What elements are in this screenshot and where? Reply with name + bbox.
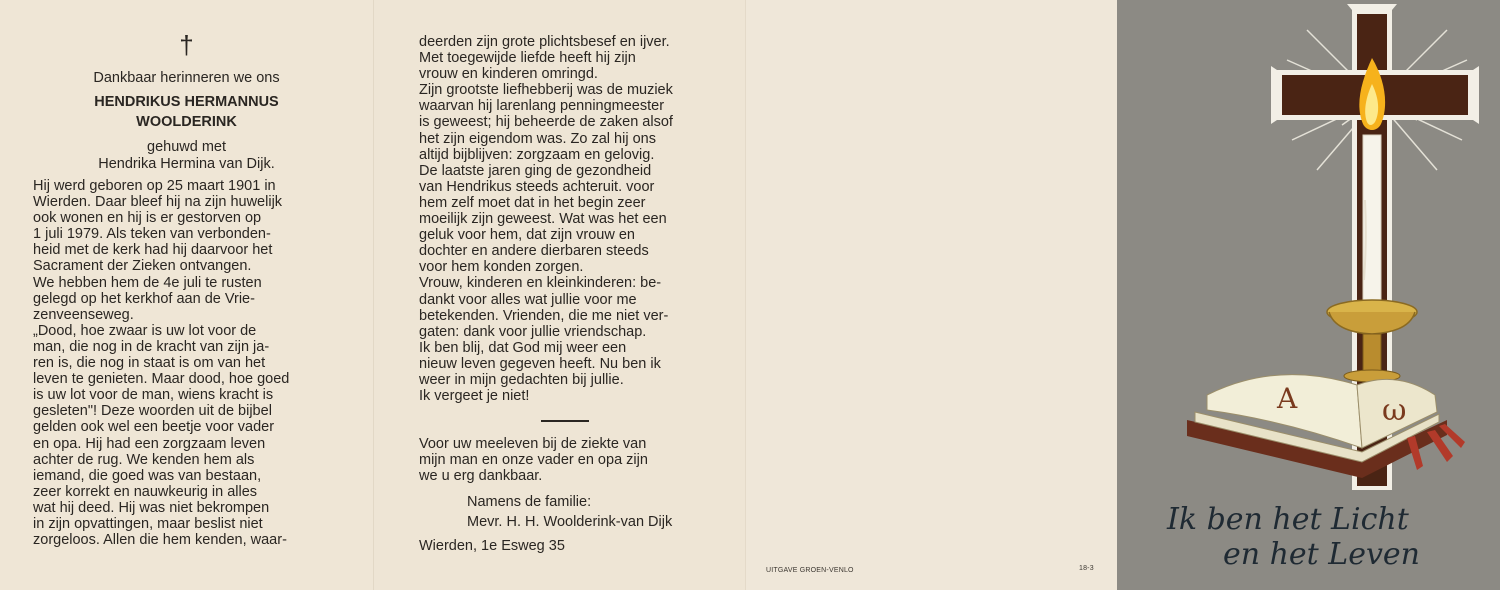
text-line: Ik vergeet je niet! bbox=[419, 388, 530, 405]
text-line: De laatste jaren ging de gezondheid bbox=[419, 162, 652, 179]
motto-line2: en het Leven bbox=[1223, 537, 1420, 572]
publisher-imprint: UITGAVE GROEN-VENLO bbox=[766, 567, 854, 574]
card-panel-blank bbox=[745, 0, 1118, 590]
text-line: waarvan hij larenlang penningmeester bbox=[419, 98, 665, 115]
text-line: altijd bijblijven: zorgzaam en gelovig. bbox=[419, 146, 655, 163]
text-line: ren is, die nog in staat is om van het bbox=[33, 355, 266, 372]
text-line: Hij werd geboren op 25 maart 1901 in bbox=[33, 178, 276, 194]
intro-text: Dankbaar herinneren we ons bbox=[93, 70, 280, 86]
text-line: hem zelf moet dat in het begin zeer bbox=[419, 194, 646, 211]
text-line: man, die nog in de kracht van zijn ja- bbox=[33, 338, 270, 355]
text-line: We hebben hem de 4e juli te rusten bbox=[33, 274, 262, 291]
text-line: dankt voor alles wat jullie voor me bbox=[419, 291, 637, 308]
address: Wierden, 1e Esweg 35 bbox=[419, 538, 565, 554]
thanks-line1: Voor uw meeleven bij de ziekte van bbox=[419, 436, 647, 452]
text-line: is geweest; hij beheerde de zaken alsof bbox=[419, 114, 673, 131]
text-line: weer in mijn gedachten bij jullie. bbox=[419, 371, 624, 388]
on-behalf-of-family: Namens de familie: bbox=[467, 494, 592, 510]
text-line: leven te genieten. Maar dood, hoe goed bbox=[33, 371, 290, 388]
text-line: gelegd op het kerkhof aan de Vrie- bbox=[33, 290, 255, 307]
text-line: Zijn grootste liefhebberij was de muziek bbox=[419, 82, 673, 99]
text-line: Wierden. Daar bleef hij na zijn huwelijk bbox=[33, 194, 283, 211]
alpha-letter-icon: A bbox=[1277, 382, 1298, 415]
divider-line bbox=[541, 420, 589, 422]
card-panel-middle bbox=[373, 0, 746, 590]
print-code: 18-3 bbox=[1079, 565, 1094, 572]
text-line: Sacrament der Zieken ontvangen. bbox=[33, 258, 252, 275]
deceased-name-line2: WOOLDERINK bbox=[136, 114, 237, 130]
text-line: en opa. Hij had een zorgzaam leven bbox=[33, 435, 266, 452]
text-line: van Hendrikus steeds achteruit. voor bbox=[419, 178, 655, 195]
text-line: voor hem konden zorgen. bbox=[419, 259, 584, 276]
married-with: gehuwd met bbox=[147, 139, 226, 155]
text-line: vrouw en kinderen omringd. bbox=[419, 66, 598, 83]
text-line: in zijn opvattingen, maar beslist niet bbox=[33, 515, 263, 532]
text-line: wat hij deed. Hij was niet bekrompen bbox=[33, 499, 270, 516]
text-line: Met toegewijde liefde heeft hij zijn bbox=[419, 50, 636, 67]
text-line: is uw lot voor de man, wiens kracht is bbox=[33, 387, 274, 404]
text-line: achter de rug. We kenden hem als bbox=[33, 451, 255, 468]
deceased-name-line1: HENDRIKUS HERMANNUS bbox=[94, 94, 279, 110]
spouse-name: Hendrika Hermina van Dijk. bbox=[98, 156, 275, 172]
text-line: ook wonen en hij is er gestorven op bbox=[33, 210, 262, 227]
text-line: nieuw leven gegeven heeft. Nu ben ik bbox=[419, 355, 661, 372]
text-line: zeer korrekt en nauwkeurig in alles bbox=[33, 483, 258, 500]
text-line: iemand, die goed was van bestaan, bbox=[33, 467, 262, 484]
text-line: Ik ben blij, dat God mij weer een bbox=[419, 339, 627, 356]
text-line: zenveenseweg. bbox=[33, 306, 134, 323]
text-line: gesleten"! Deze woorden uit de bijbel bbox=[33, 403, 272, 420]
signatory: Mevr. H. H. Woolderink-van Dijk bbox=[467, 514, 673, 530]
text-line: deerden zijn grote plichtsbesef en ijver. bbox=[419, 34, 670, 50]
text-line: „Dood, hoe zwaar is uw lot voor de bbox=[33, 322, 257, 339]
text-line: dochter en andere dierbaren steeds bbox=[419, 243, 649, 260]
text-line: 1 juli 1979. Als teken van verbonden- bbox=[33, 226, 271, 243]
cross-symbol: † bbox=[179, 30, 194, 60]
text-line: gaten: dank voor jullie vriendschap. bbox=[419, 323, 647, 340]
thanks-line2: mijn man en onze vader en opa zijn bbox=[419, 452, 648, 468]
text-line: het zijn eigendom was. Zo zal hij ons bbox=[419, 130, 656, 147]
card-cover bbox=[1117, 0, 1500, 590]
obituary-text-part2 bbox=[419, 34, 711, 404]
text-line: betekenden. Vrienden, die me niet ver- bbox=[419, 307, 669, 324]
motto-line1: Ik ben het Licht bbox=[1167, 502, 1409, 537]
text-line: geluk voor hem, dat zijn vrouw en bbox=[419, 227, 635, 244]
card-panel-left bbox=[0, 0, 373, 590]
text-line: Vrouw, kinderen en kleinkinderen: be- bbox=[419, 275, 662, 292]
text-line: gelden ook wel een beetje voor vader bbox=[33, 419, 275, 436]
thanks-line3: we u erg dankbaar. bbox=[419, 468, 543, 484]
obituary-text-part1 bbox=[33, 178, 323, 548]
text-line: heid met de kerk had hij daarvoor het bbox=[33, 242, 273, 259]
text-line: moeilijk zijn geweest. Wat was het een bbox=[419, 211, 667, 228]
omega-letter-icon: ω bbox=[1382, 393, 1407, 428]
text-line: zorgeloos. Allen die hem kenden, waar- bbox=[33, 532, 287, 549]
